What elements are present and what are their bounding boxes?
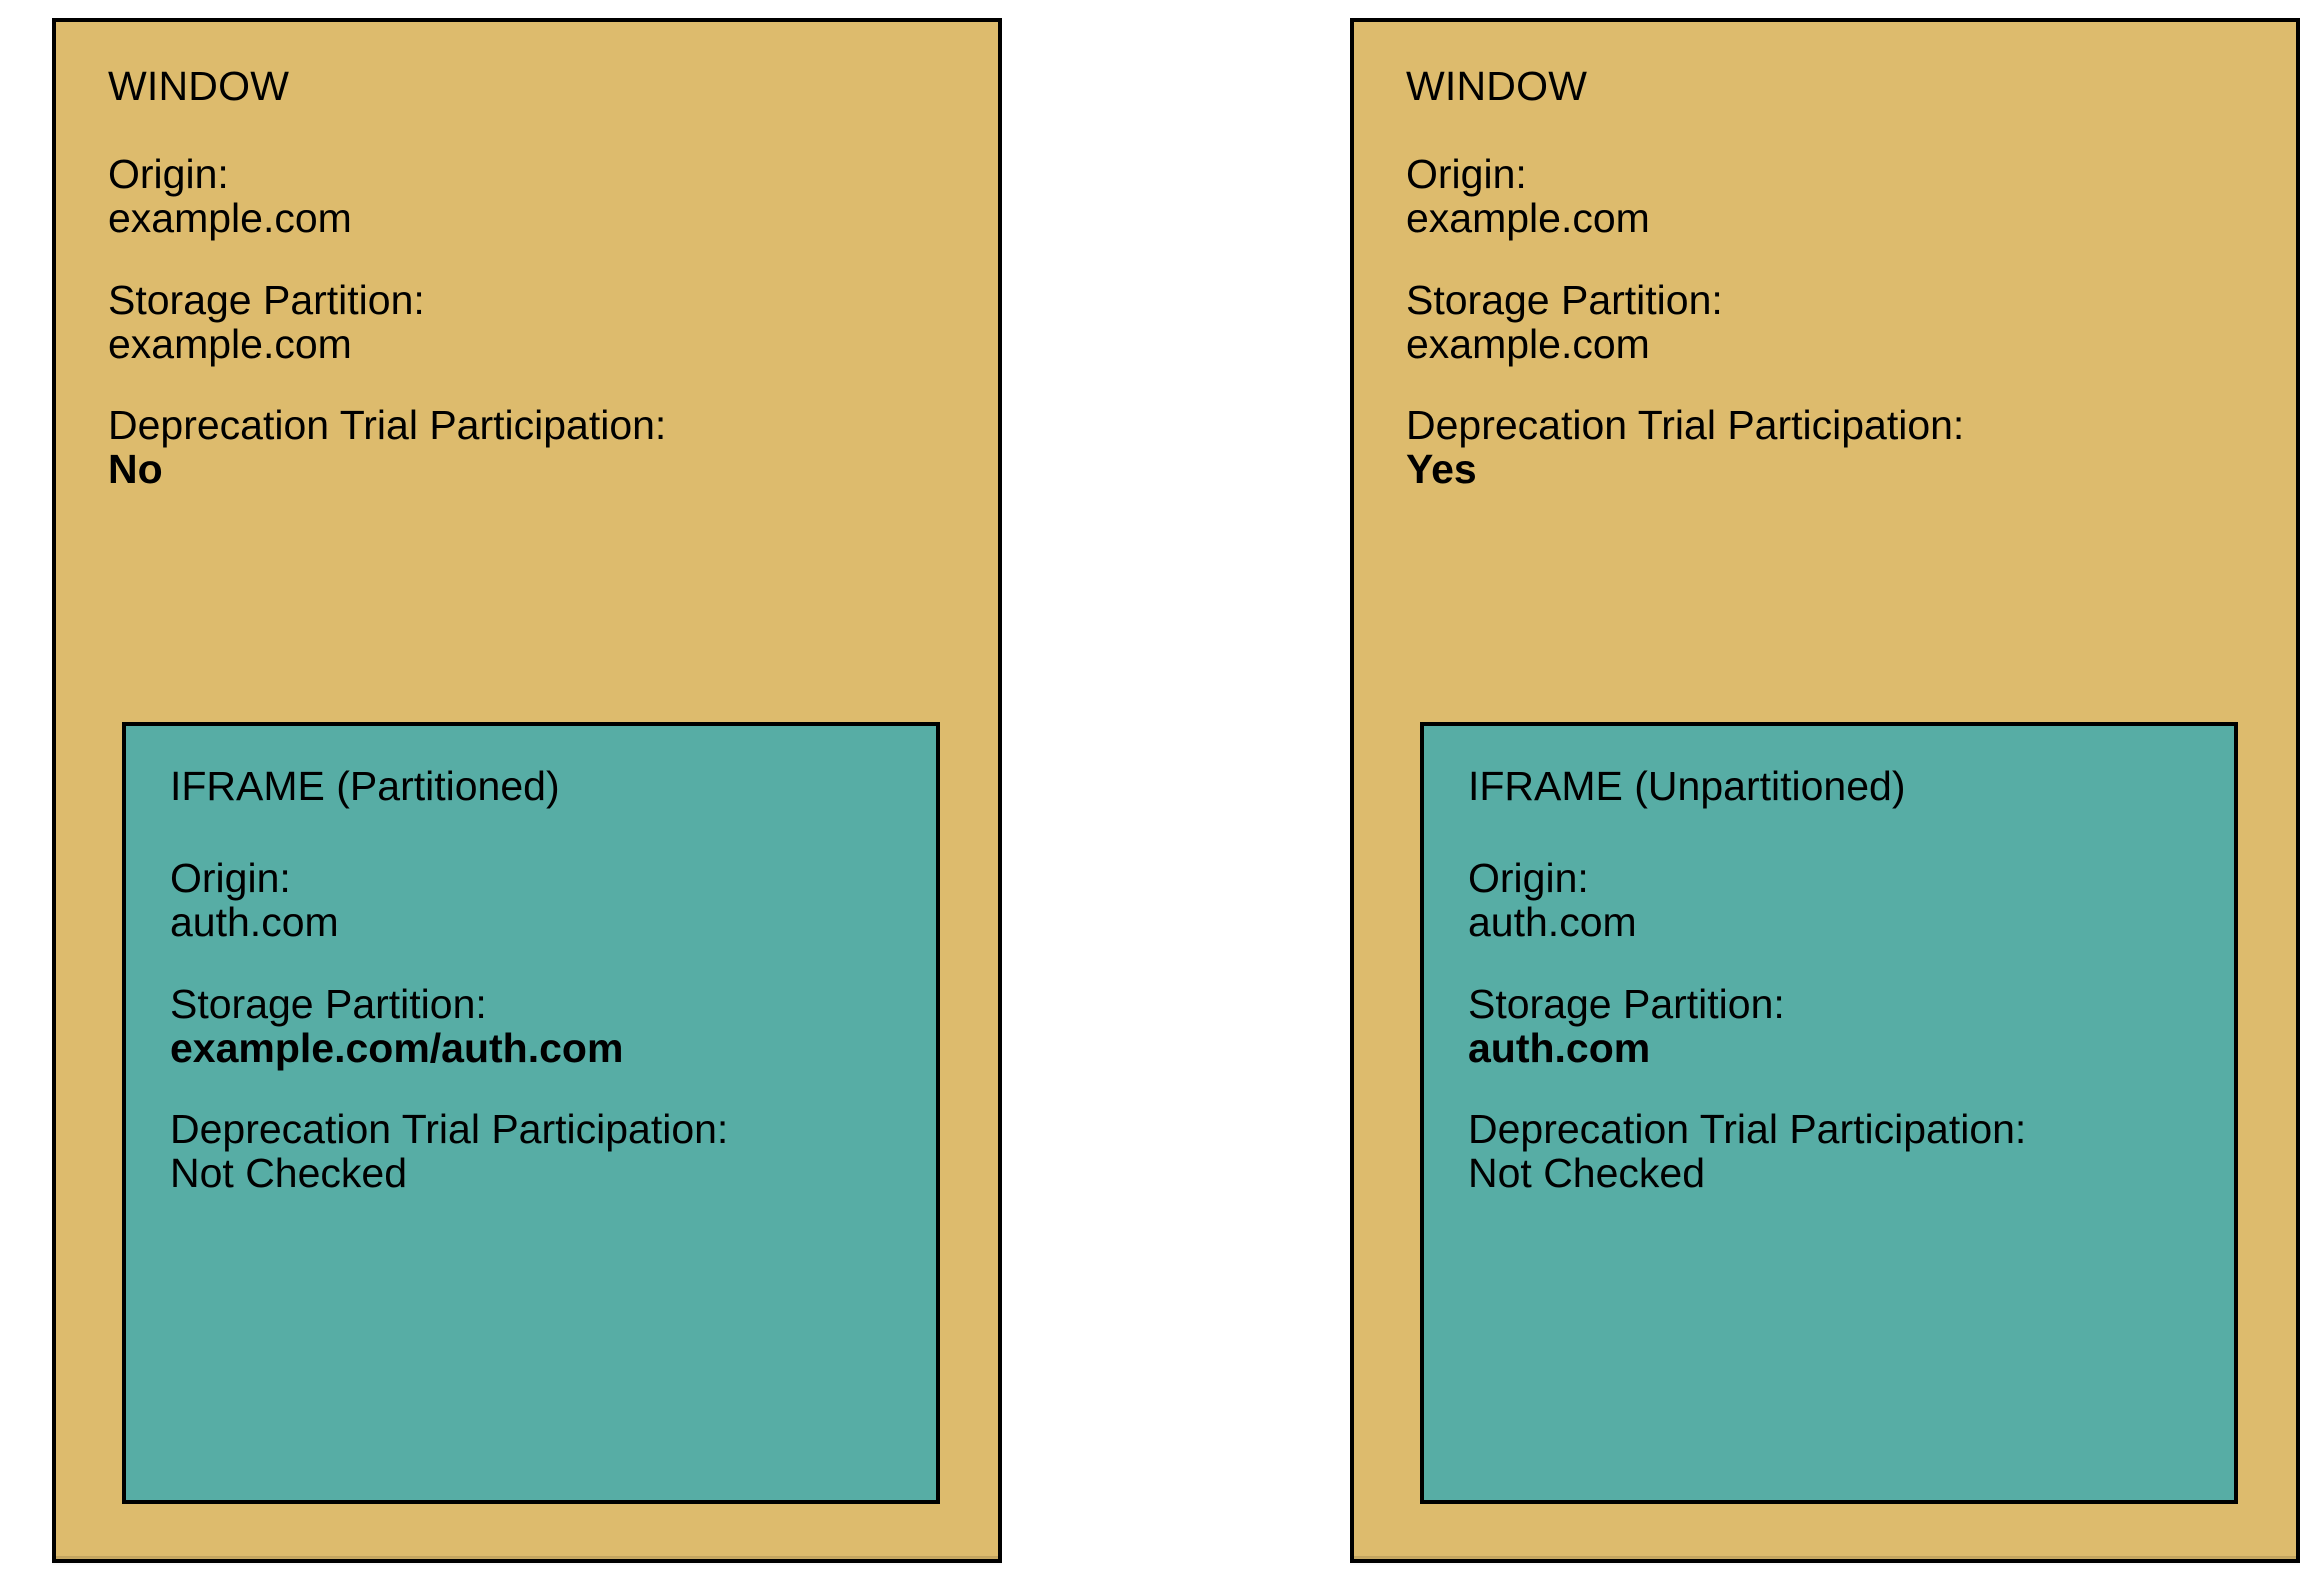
window-field-deprecation-trial-value: No <box>108 446 163 493</box>
window-field-storage-partition-value: example.com <box>1406 320 1650 367</box>
iframe-field-origin-value: auth.com <box>170 898 339 945</box>
window-field-deprecation-trial-label: Deprecation Trial Participation: <box>108 402 667 449</box>
window-field-deprecation-trial <box>1406 404 2296 492</box>
window-field-origin <box>108 153 998 241</box>
iframe-field-origin-label: Origin: <box>1468 855 1589 901</box>
iframe-field-storage-partition <box>170 980 936 1071</box>
window-field-deprecation-trial-value: Yes <box>1406 446 1477 493</box>
iframe-field-origin <box>1468 857 2234 945</box>
iframe-field-storage-partition-label: Storage Partition: <box>1468 980 1785 1027</box>
window-field-storage-partition-label: Storage Partition: <box>108 276 425 323</box>
iframe-field-origin-label: Origin: <box>170 855 291 901</box>
iframe-title: IFRAME (Unpartitioned) <box>1468 763 1906 809</box>
window-field-origin-label: Origin: <box>108 151 229 197</box>
panel-shadow-right <box>1350 1556 2300 1566</box>
window-field-deprecation-trial <box>108 404 998 492</box>
window-title: WINDOW <box>1406 63 1588 109</box>
window-field-origin <box>1406 153 2296 241</box>
spacer <box>1468 945 2234 983</box>
iframe-field-storage-partition-label: Storage Partition: <box>170 980 487 1027</box>
window-field-origin-label: Origin: <box>1406 151 1527 197</box>
spacer <box>170 945 936 983</box>
iframe-box-unpartitioned <box>1420 722 2238 1504</box>
window-field-origin-value: example.com <box>108 194 352 241</box>
iframe-field-storage-partition-value: example.com/auth.com <box>170 1024 624 1071</box>
window-field-storage-partition-label: Storage Partition: <box>1406 276 1723 323</box>
iframe-field-storage-partition-value: auth.com <box>1468 1024 1651 1071</box>
spacer <box>1406 366 2296 404</box>
iframe-field-origin-value: auth.com <box>1468 898 1637 945</box>
iframe-box-partitioned <box>122 722 940 1504</box>
window-box-partitioned <box>52 18 1002 1563</box>
window-field-storage-partition <box>108 276 998 367</box>
iframe-field-deprecation-trial <box>1468 1108 2234 1196</box>
window-field-deprecation-trial-label: Deprecation Trial Participation: <box>1406 402 1965 449</box>
iframe-field-deprecation-trial-label: Deprecation Trial Participation: <box>1468 1106 2027 1153</box>
window-field-origin-value: example.com <box>1406 194 1650 241</box>
spacer <box>170 1070 936 1108</box>
iframe-title: IFRAME (Partitioned) <box>170 763 560 809</box>
spacer <box>1468 1070 2234 1108</box>
iframe-field-deprecation-trial-label: Deprecation Trial Participation: <box>170 1106 729 1153</box>
iframe-field-deprecation-trial-value: Not Checked <box>170 1150 408 1197</box>
window-title: WINDOW <box>108 63 290 109</box>
spacer <box>108 366 998 404</box>
window-box-unpartitioned <box>1350 18 2300 1563</box>
panel-shadow-left <box>52 1556 1002 1566</box>
spacer <box>1406 241 2296 279</box>
iframe-field-storage-partition <box>1468 980 2234 1071</box>
iframe-field-deprecation-trial <box>170 1108 936 1196</box>
iframe-field-origin <box>170 857 936 945</box>
spacer <box>108 241 998 279</box>
window-field-storage-partition-value: example.com <box>108 320 352 367</box>
iframe-field-deprecation-trial-value: Not Checked <box>1468 1150 1706 1197</box>
window-field-storage-partition <box>1406 276 2296 367</box>
